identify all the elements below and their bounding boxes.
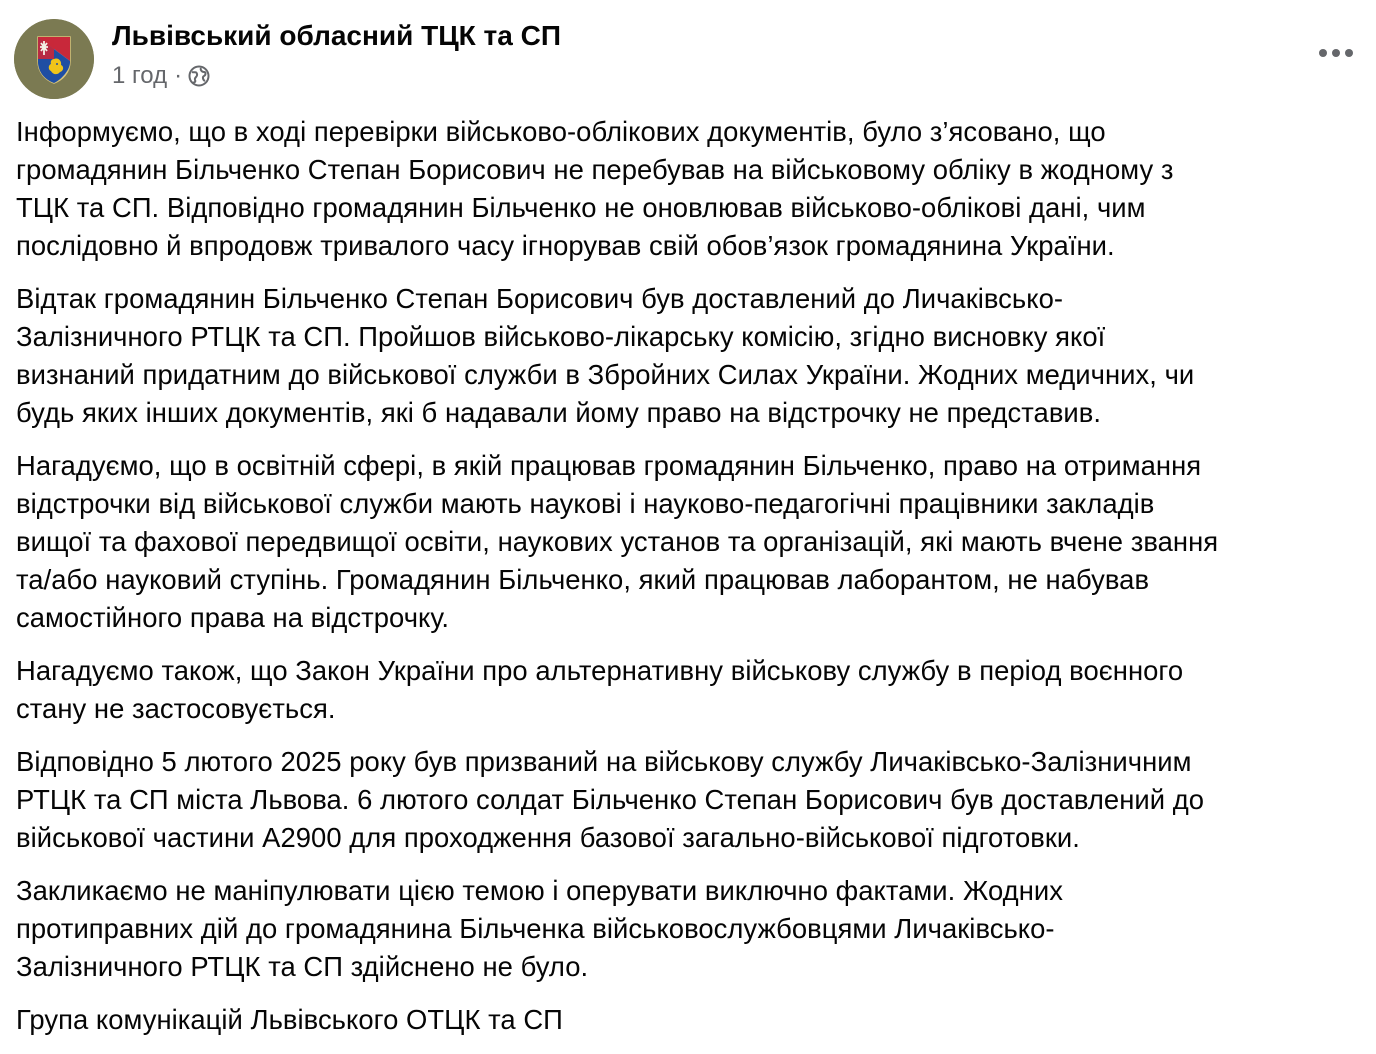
meta-separator: · (174, 62, 183, 89)
post-meta (112, 61, 210, 91)
coat-of-arms-avatar[interactable] (14, 19, 94, 99)
coat-of-arms-icon (14, 19, 94, 99)
page-name[interactable]: Львівський обласний ТЦК та СП (112, 20, 561, 51)
more-dots-icon (1319, 49, 1353, 57)
post-text (16, 113, 1368, 1054)
post-header (14, 19, 1362, 99)
post-paragraph: Відтак громадянин Більченко Степан Борисович був доставлений до Личаківсько- Залізничного РТЦК та СП. Пройшов військово-лікарську комісію, згідно висновку якої визнаний придатним до військової служби в Збройних Силах України. Жодних медичних, чи будь яких інших документів, які б надавали йому право на відстрочку не представив. (16, 283, 1195, 428)
post-signature: Група комунікацій Львівського ОТЦК та СП (16, 1004, 563, 1035)
post-paragraph: Нагадуємо також, що Закон України про альтернативну військову службу в період воєнного стану не застосовується. (16, 655, 1184, 724)
post-paragraph: Закликаємо не маніпулювати цією темою і оперувати виключно фактами. Жодних протиправних дій до громадянина Більченка військовослужбовцями Личаківсько- Залізничного РТЦК та СП здійснено не було. (16, 875, 1063, 982)
more-options-button[interactable] (1310, 33, 1362, 73)
post-paragraph: Нагадуємо, що в освітній сфері, в якій працював громадянин Більченко, право на отримання відстрочки від військової служби мають наукові і науково-педагогічні працівники закладів вищої та фахової передвищої освіти, наукових установ та організацій, які мають вчене звання та/або науковий ступінь. Громадянин Більченко, який працював лаборантом, не набував самостійного права на відстрочку. (16, 450, 1219, 633)
globe-icon[interactable] (188, 65, 210, 87)
post-paragraph: Інформуємо, що в ході перевірки військово-облікових документів, було з’ясовано, що громадянин Більченко Степан Борисович не перебував на військовому обліку в жодному з ТЦК та СП. Відповідно громадянин Більченко не оновлював військово-облікові дані, чим послідовно й впродовж тривалого часу ігнорував свій обов’язок громадянина України. (16, 116, 1174, 261)
post-paragraph: Відповідно 5 лютого 2025 року був призваний на військову службу Личаківсько-Залізничним РТЦК та СП міста Львова. 6 лютого солдат Більченко Степан Борисович був доставлений до військової частини А2900 для проходження базової загально-військової підготовки. (16, 746, 1205, 853)
post-time[interactable]: 1 год (112, 62, 168, 89)
